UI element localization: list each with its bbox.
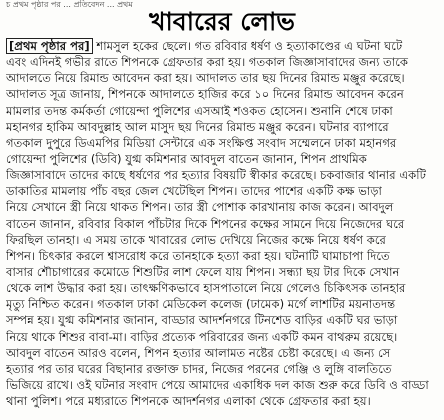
article-line-text: সম্পন্ন হয়। যুগ্ম কমিশনার জানান, বাড্ডার আদর্শনগরে টিনশেড বাড়ির একটি ঘর ভাড়া <box>6 313 398 328</box>
article-line-text: গতকাল দুপুরে ডিএমপির মিডিয়া সেন্টারে এক সংক্ষিপ্ত সংবাদ সম্মেলনে ঢাকা মহানগর <box>6 135 397 150</box>
article-line <box>6 248 438 264</box>
article-line <box>6 280 438 296</box>
section-tag: [প্রথম পৃষ্ঠার পর] <box>6 38 93 54</box>
article-line <box>6 264 438 280</box>
article-line <box>6 119 438 135</box>
article-line <box>6 54 438 70</box>
article-line <box>6 70 438 86</box>
article-line <box>6 377 438 393</box>
article-line <box>6 216 438 232</box>
article-line-text: গোয়েন্দা পুলিশের (ডিবি) যুগ্ম কমিশনার আবদুল বাতেন জানান, শিপন প্রাথমিক <box>6 151 367 166</box>
article-line <box>6 312 438 328</box>
article-line-text: আবদুল বাতেন আরও বলেন, শিপন হত্যার আলামত নষ্টের চেষ্টা করেছে। এ জন্য সে <box>6 345 391 360</box>
article-line-text: জিজ্ঞাসাবাদে তাদের কাছে ধর্ষণের পর হত্যার বিষয়টি স্বীকার করেছে। চকবাজার থানার একটি <box>6 168 426 183</box>
article-line <box>6 86 438 102</box>
headline: খাবারের লোভ <box>149 7 295 36</box>
article-line-text: মৃত্যু নিশ্চিত করেন। গতকাল ঢাকা মেডিকেল কলেজ (ঢামেক) মর্গে লাশটির ময়নাতদন্ত <box>6 297 396 312</box>
article-line <box>6 199 438 215</box>
article-line-text: শিপন। চিৎকার করলে শ্বাসরোধ করে তানহাকে হত্যা করা হয়। ঘটনাটি ঘামাচাপা দিতে <box>6 248 390 263</box>
article-line-text: বাসার শৌচাগারের কমোডে শিশুটির লাশ ফেলে যায় শিপন। সন্ধ্যা ছয় টার দিকে সেখান <box>6 264 400 279</box>
cropped-top-line: চ প্রথম পৃষ্ঠার পর ... প্রতিবেদন ... প্রথম <box>6 0 133 9</box>
article-line <box>6 135 438 151</box>
article-line <box>6 345 438 361</box>
article-line-text: শামসুল হকের ছেলে। গত রবিবার ধর্ষণ ও হত্যাকাণ্ডের এ ঘটনা ঘটে <box>92 39 403 53</box>
article-line-text: থেকে লাশ উদ্ধার করা হয়। তাৎক্ষণিকভাবে হাসপাতালে নিয়ে গেলেও চিকিৎসক তানহার <box>6 281 406 296</box>
article-line-text: থানা পুলিশ। পরে মধ্যরাতে শিপনকে আদর্শনগর এলাকা থেকে গ্রেফতার করা হয়। <box>6 394 371 409</box>
article-line-text: মহানগর হাকিম আবদুল্লাহ আল মাসুদ ছয় দিনের রিমান্ড মঞ্জুর করেন। ঘটনার ব্যাপারে <box>6 119 389 134</box>
article-line <box>6 232 438 248</box>
article-line <box>6 393 438 409</box>
article-line <box>6 361 438 377</box>
article-line-text: ডাকাতির মামলায় পাঁচ বছর জেল খেটেছিল শিপন। তাদের পাশের একটি কক্ষ ভাড়া <box>6 184 382 199</box>
article-line <box>6 296 438 312</box>
article-line-text: ভিজিয়ে রাখে। ওই ঘটনার সংবাদ পেয়ে আমাদের একাধিক দল কাজ শুরু করে ডিবি ও বাড্ডা <box>6 377 429 392</box>
article-line-text: হত্যার পর তার ঘরের বিছানার রক্তাক্ত চাদর, নিজের পরনের গেঞ্জি ও লুঙ্গি বালতিতে <box>6 361 392 376</box>
article-line-text: নিয়ে থাকে শিশুর বাবা-মা। বাড়ির প্রত্যেক পরিবারের জন্য একটি কমন বাথরুম রয়েছে। <box>6 329 398 344</box>
article-line-text: আদালতে নিয়ে রিমান্ড আবেদন করা হয়। আদালত তার ছয় দিনের রিমান্ড মঞ্জুর করেছে। <box>6 71 405 86</box>
article-line <box>6 151 438 167</box>
article-line-text: মামলার তদন্ত কর্মকর্তা গোয়েন্দা পুলিশের এসআই শওকত হোসেন। শুনানি শেষে ঢাকা <box>6 103 393 118</box>
article-body <box>6 38 438 418</box>
article-line-text: আদালত সূত্র জানায়, শিপনকে আদালতে হাজির করে ১০ দিনের রিমান্ড আবেদন করেন <box>6 87 404 102</box>
article-line <box>6 167 438 183</box>
article-line-text: নিয়ে সেখানে স্ত্রী নিয়ে থাকত শিপন। তার স্ত্রী পোশাক কারখানায় কাজ করেন। আবদুল <box>6 200 394 215</box>
article-line-text: বাতেন জানান, রবিবার বিকাল পাঁচটার দিকে শিপনের কক্ষের সামনে দিয়ে নিজেদের ঘরে <box>6 216 405 231</box>
article-line-text: এবং এদিনই গভীর রাতে শিপনকে গ্রেফতার করা হয়। গতকাল জিজ্ঞাসাবাদের জন্য তাকে <box>6 55 408 70</box>
article-line <box>6 103 438 119</box>
article-line <box>6 38 438 54</box>
article-line <box>6 329 438 345</box>
article-line-text: ফিরছিল তানহা। এ সময় তাকে খাবারের লোভ দেখিয়ে নিজের কক্ষে নিয়ে ধর্ষণ করে <box>6 232 386 247</box>
article-line <box>6 183 438 199</box>
